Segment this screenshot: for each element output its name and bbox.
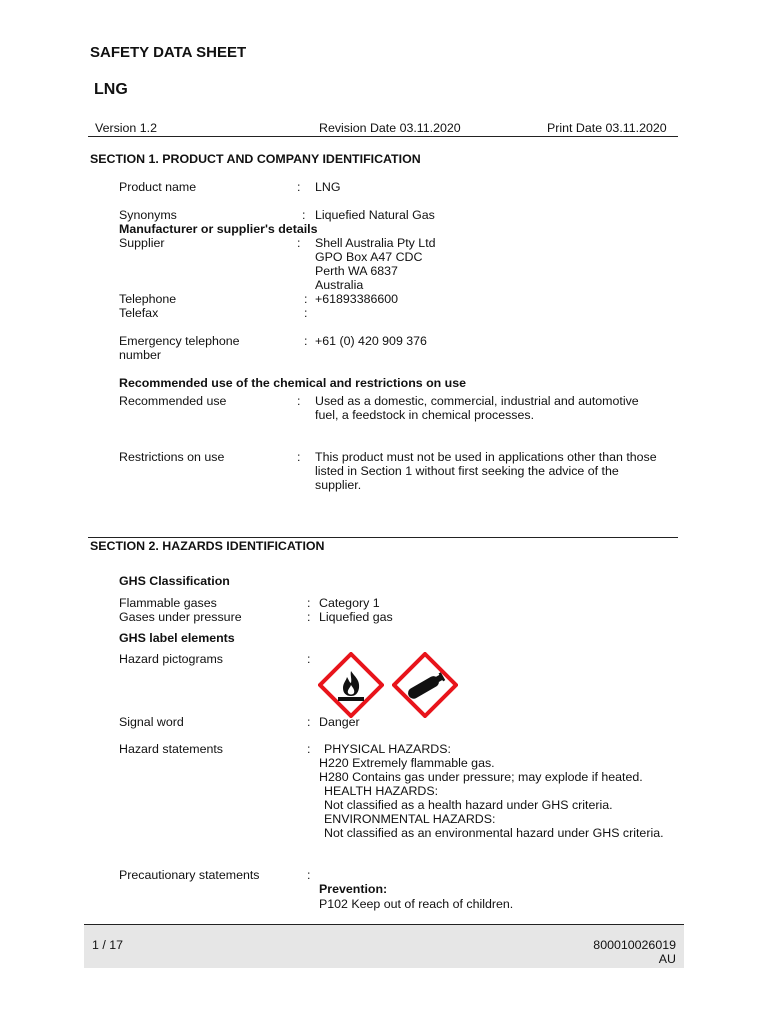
prevention-heading: Prevention:: [319, 882, 388, 896]
recommended-use-line: Used as a domestic, commercial, industrial and automotive: [315, 394, 639, 408]
restrictions-line: supplier.: [315, 478, 362, 492]
telephone-value: +61893386600: [315, 292, 399, 306]
recommended-use-label: Recommended use: [119, 394, 227, 408]
version-text: Version 1.2: [95, 121, 157, 135]
telefax-label: Telefax: [119, 306, 159, 320]
flammable-gases-label: Flammable gases: [119, 596, 217, 610]
gases-under-pressure-label: Gases under pressure: [119, 610, 242, 624]
hazard-statement-line: H220 Extremely flammable gas.: [319, 756, 495, 770]
colon: :: [297, 450, 301, 464]
print-date-text: Print Date 03.11.2020: [547, 121, 667, 135]
header-divider: [88, 136, 678, 137]
footer-divider: [84, 924, 684, 925]
supplier-line: Shell Australia Pty Ltd: [315, 236, 436, 250]
restrictions-line: listed in Section 1 without first seeking the advice of the: [315, 464, 619, 478]
colon: :: [307, 868, 311, 882]
restrictions-label: Restrictions on use: [119, 450, 225, 464]
colon: :: [307, 742, 311, 756]
manufacturer-heading: Manufacturer or supplier's details: [119, 222, 318, 236]
hazard-statement-line: ENVIRONMENTAL HAZARDS:: [324, 812, 496, 826]
emergency-label: Emergency telephone: [119, 334, 240, 348]
colon: :: [304, 292, 308, 306]
emergency-label: number: [119, 348, 162, 362]
hazard-statement-line: HEALTH HAZARDS:: [324, 784, 439, 798]
document-title: SAFETY DATA SHEET: [90, 44, 247, 61]
recommended-use-heading: Recommended use of the chemical and restrictions on use: [119, 376, 467, 390]
document-number: 800010026019: [593, 938, 676, 952]
supplier-line: Australia: [315, 278, 364, 292]
colon: :: [304, 334, 308, 348]
page-number: 1 / 17: [92, 938, 124, 952]
gas-cylinder-pictogram-icon: [392, 652, 458, 718]
ghs-label-elements-heading: GHS label elements: [119, 631, 235, 645]
section2-divider: [88, 537, 678, 538]
hazard-pictograms-label: Hazard pictograms: [119, 652, 223, 666]
recommended-use-line: fuel, a feedstock in chemical processes.: [315, 408, 535, 422]
signal-word-value: Danger: [319, 715, 360, 729]
hazard-statement-line: Not classified as an environmental hazard under GHS criteria.: [324, 826, 664, 840]
gases-under-pressure-value: Liquefied gas: [319, 610, 393, 624]
ghs-classification-heading: GHS Classification: [119, 574, 230, 588]
prevention-statement: P102 Keep out of reach of children.: [319, 897, 514, 911]
colon: :: [307, 596, 311, 610]
flammable-gases-value: Category 1: [319, 596, 380, 610]
colon: :: [302, 208, 306, 222]
supplier-label: Supplier: [119, 236, 165, 250]
section2-title: SECTION 2. HAZARDS IDENTIFICATION: [90, 539, 325, 553]
colon: :: [307, 610, 311, 624]
supplier-line: Perth WA 6837: [315, 264, 398, 278]
hazard-statement-line: H280 Contains gas under pressure; may explode if heated.: [319, 770, 643, 784]
section1-title: SECTION 1. PRODUCT AND COMPANY IDENTIFICATION: [90, 152, 421, 166]
product-name-value: LNG: [315, 180, 341, 194]
colon: :: [297, 394, 301, 408]
colon: :: [297, 236, 301, 250]
colon: :: [297, 180, 301, 194]
hazard-statement-line: Not classified as a health hazard under GHS criteria.: [324, 798, 613, 812]
revision-date-text: Revision Date 03.11.2020: [319, 121, 461, 135]
restrictions-line: This product must not be used in applications other than those: [315, 450, 657, 464]
supplier-line: GPO Box A47 CDC: [315, 250, 423, 264]
hazard-statement-line: PHYSICAL HAZARDS:: [324, 742, 451, 756]
hazard-statements-label: Hazard statements: [119, 742, 223, 756]
colon: :: [307, 652, 311, 666]
synonyms-value: Liquefied Natural Gas: [315, 208, 435, 222]
product-name-label: Product name: [119, 180, 197, 194]
colon: :: [307, 715, 311, 729]
product-heading: LNG: [94, 81, 128, 98]
precautionary-statements-label: Precautionary statements: [119, 868, 260, 882]
synonyms-label: Synonyms: [119, 208, 177, 222]
telephone-label: Telephone: [119, 292, 177, 306]
emergency-value: +61 (0) 420 909 376: [315, 334, 427, 348]
signal-word-label: Signal word: [119, 715, 184, 729]
flame-pictogram-icon: [318, 652, 384, 718]
country-code: AU: [658, 952, 676, 966]
colon: :: [304, 306, 308, 320]
